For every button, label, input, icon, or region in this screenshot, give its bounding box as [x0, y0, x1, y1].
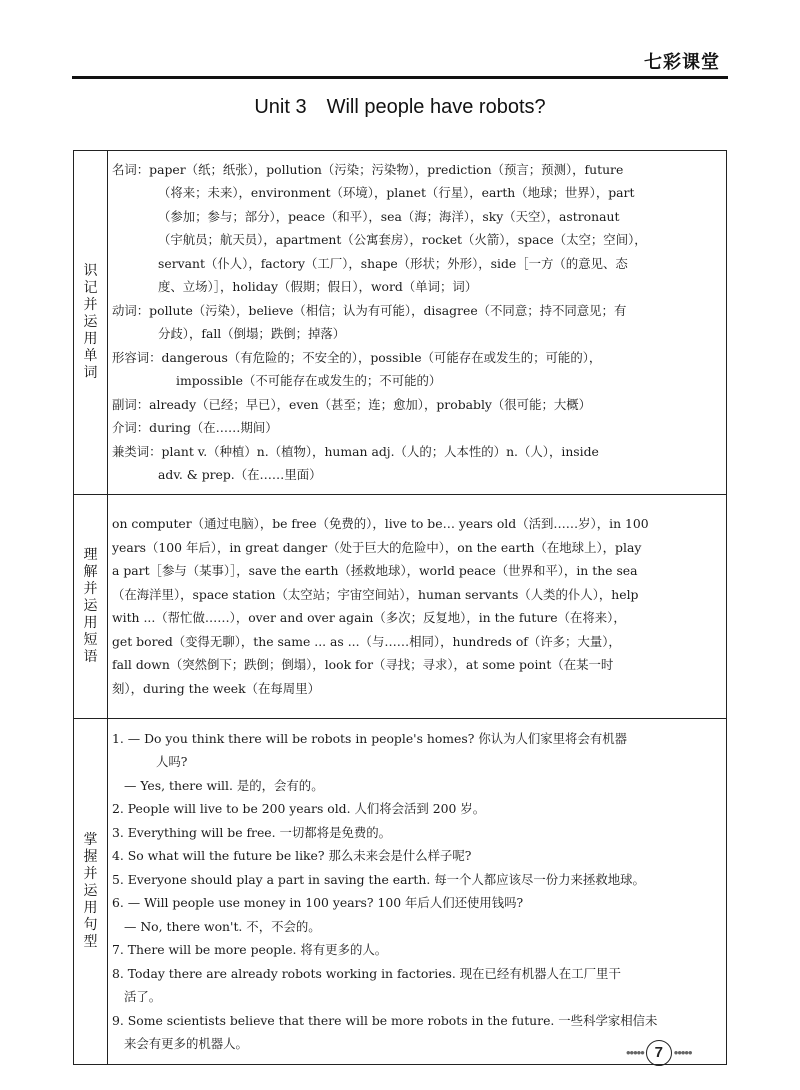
brand-text: 七彩课堂: [644, 52, 720, 73]
sentence-line: 6. — Will people use money in 100 years? 100 年后人们还使用钱吗?: [112, 895, 524, 910]
text-line: years（100 年后），in great danger（处于巨大的危险中），on the earth（在地球上），play: [112, 539, 642, 555]
text-line: （参加；参与；部分），peace（和平），sea（海；海洋），sky（天空），astronaut: [158, 208, 620, 224]
sentence-line: 8. Today there are already robots working in factories. 现在已经有机器人在工厂里干: [112, 965, 621, 981]
text-line: （在海洋里），space station（太空站；宇宙空间站），human servants（人类的仆人），help: [112, 586, 639, 602]
sentence-line: 5. Everyone should play a part in saving the earth. 每一个人都应该尽一份力来拯救地球。: [112, 871, 645, 887]
sentence-line: 人吗?: [156, 754, 188, 769]
sentence-line: — No, there won't. 不，不会的。: [124, 918, 321, 934]
text-line: 副词：already（已经；早已），even（甚至；连；愈加），probably（很可能；大概）: [112, 396, 592, 412]
section-content-phrases: [108, 495, 727, 719]
text-line: （将来；未来），environment（环境），planet（行星），earth（地球；世界），part: [158, 185, 635, 200]
text-line: on computer（通过电脑），be free（免费的），live to be… years old（活到……岁），in 100: [112, 516, 649, 531]
text-line: adv. & prep.（在……里面）: [158, 467, 322, 482]
text-line: （宇航员；航天员），apartment（公寓套房），rocket（火箭），space（太空；空间），: [158, 232, 647, 247]
section-row-words: [74, 151, 727, 495]
section-label: 理解并运用短语: [83, 547, 98, 665]
text-line: 度、立场）］，holiday（假期；假日），word（单词；词）: [158, 279, 478, 294]
header-rule: [72, 76, 728, 79]
page-dots-left: •••••: [626, 1045, 644, 1060]
unit-number: Unit 3: [254, 96, 307, 118]
unit-title: Will people have robots?: [326, 96, 546, 118]
sentence-line: 9. Some scientists believe that there will be more robots in the future. 一些科学家相信未: [112, 1012, 658, 1028]
sentence-line: 活了。: [124, 989, 162, 1004]
section-row-phrases: [74, 495, 727, 719]
text-line: 名词：paper（纸；纸张），pollution（污染；污染物），prediction（预言；预测），future: [112, 161, 624, 177]
sentence-line: 2. People will live to be 200 years old. 人们将会活到 200 岁。: [112, 801, 486, 816]
sentence-line: 1. — Do you think there will be robots in people's homes? 你认为人们家里将会有机器: [112, 730, 628, 746]
text-line: 介词：during（在……期间）: [112, 420, 278, 435]
text-line: impossible（不可能存在或发生的；不可能的）: [176, 373, 442, 388]
sentence-line: 3. Everything will be free. 一切都将是免费的。: [112, 824, 392, 840]
text-line: 分歧），fall（倒塌；跌倒；掉落）: [158, 326, 346, 341]
sentence-line: 4. So what will the future be like? 那么未来会是什么样子呢?: [112, 848, 472, 863]
text-line: servant（仆人），factory（工厂），shape（形状；外形），side［一方（的意见、态: [158, 255, 628, 271]
section-label: 识记并运用单词: [83, 263, 98, 381]
text-line: with ...（帮忙做……），over and over again（多次；反复地），in the future（在将来），: [112, 610, 626, 625]
sentence-line: — Yes, there will. 是的，会有的。: [124, 777, 324, 793]
page-number-value: 7: [646, 1040, 672, 1066]
text-line: 形容词：dangerous（有危险的；不安全的），possible（可能存在或发生的；可能的），: [112, 349, 602, 365]
text-line: 兼类词：plant v.（种植）n.（植物），human adj.（人的；人本性的）n.（人），inside: [112, 443, 599, 459]
section-content-sentences: [108, 719, 727, 1065]
section-row-sentences: [74, 719, 727, 1065]
section-content-words: [108, 151, 727, 495]
text-line: get bored（变得无聊），the same ... as ...（与……相同），hundreds of（许多；大量），: [112, 633, 621, 649]
sentence-line: 7. There will be more people. 将有更多的人。: [112, 942, 388, 957]
page-number: [626, 1040, 692, 1066]
vocabulary-table: [73, 150, 727, 1065]
page-dots-right: •••••: [673, 1045, 692, 1060]
section-label-cell: [74, 495, 108, 719]
text-line: fall down（突然倒下；跌倒；倒塌），look for（寻找；寻求），at some point（在某一时: [112, 657, 614, 672]
section-label: 掌握并运用句型: [83, 832, 98, 950]
text-line: a part［参与（某事）］，save the earth（拯救地球），world peace（世界和平），in the sea: [112, 563, 638, 578]
section-label-cell: [74, 151, 108, 495]
brand-logo: [644, 48, 720, 74]
section-label-cell: [74, 719, 108, 1065]
page-title: [0, 96, 800, 119]
text-line: 刻），during the week（在每周里）: [112, 680, 320, 696]
sentence-line: 来会有更多的机器人。: [124, 1036, 248, 1051]
text-line: 动词：pollute（污染），believe（相信；认为有可能），disagree（不同意；持不同意见；有: [112, 302, 627, 318]
